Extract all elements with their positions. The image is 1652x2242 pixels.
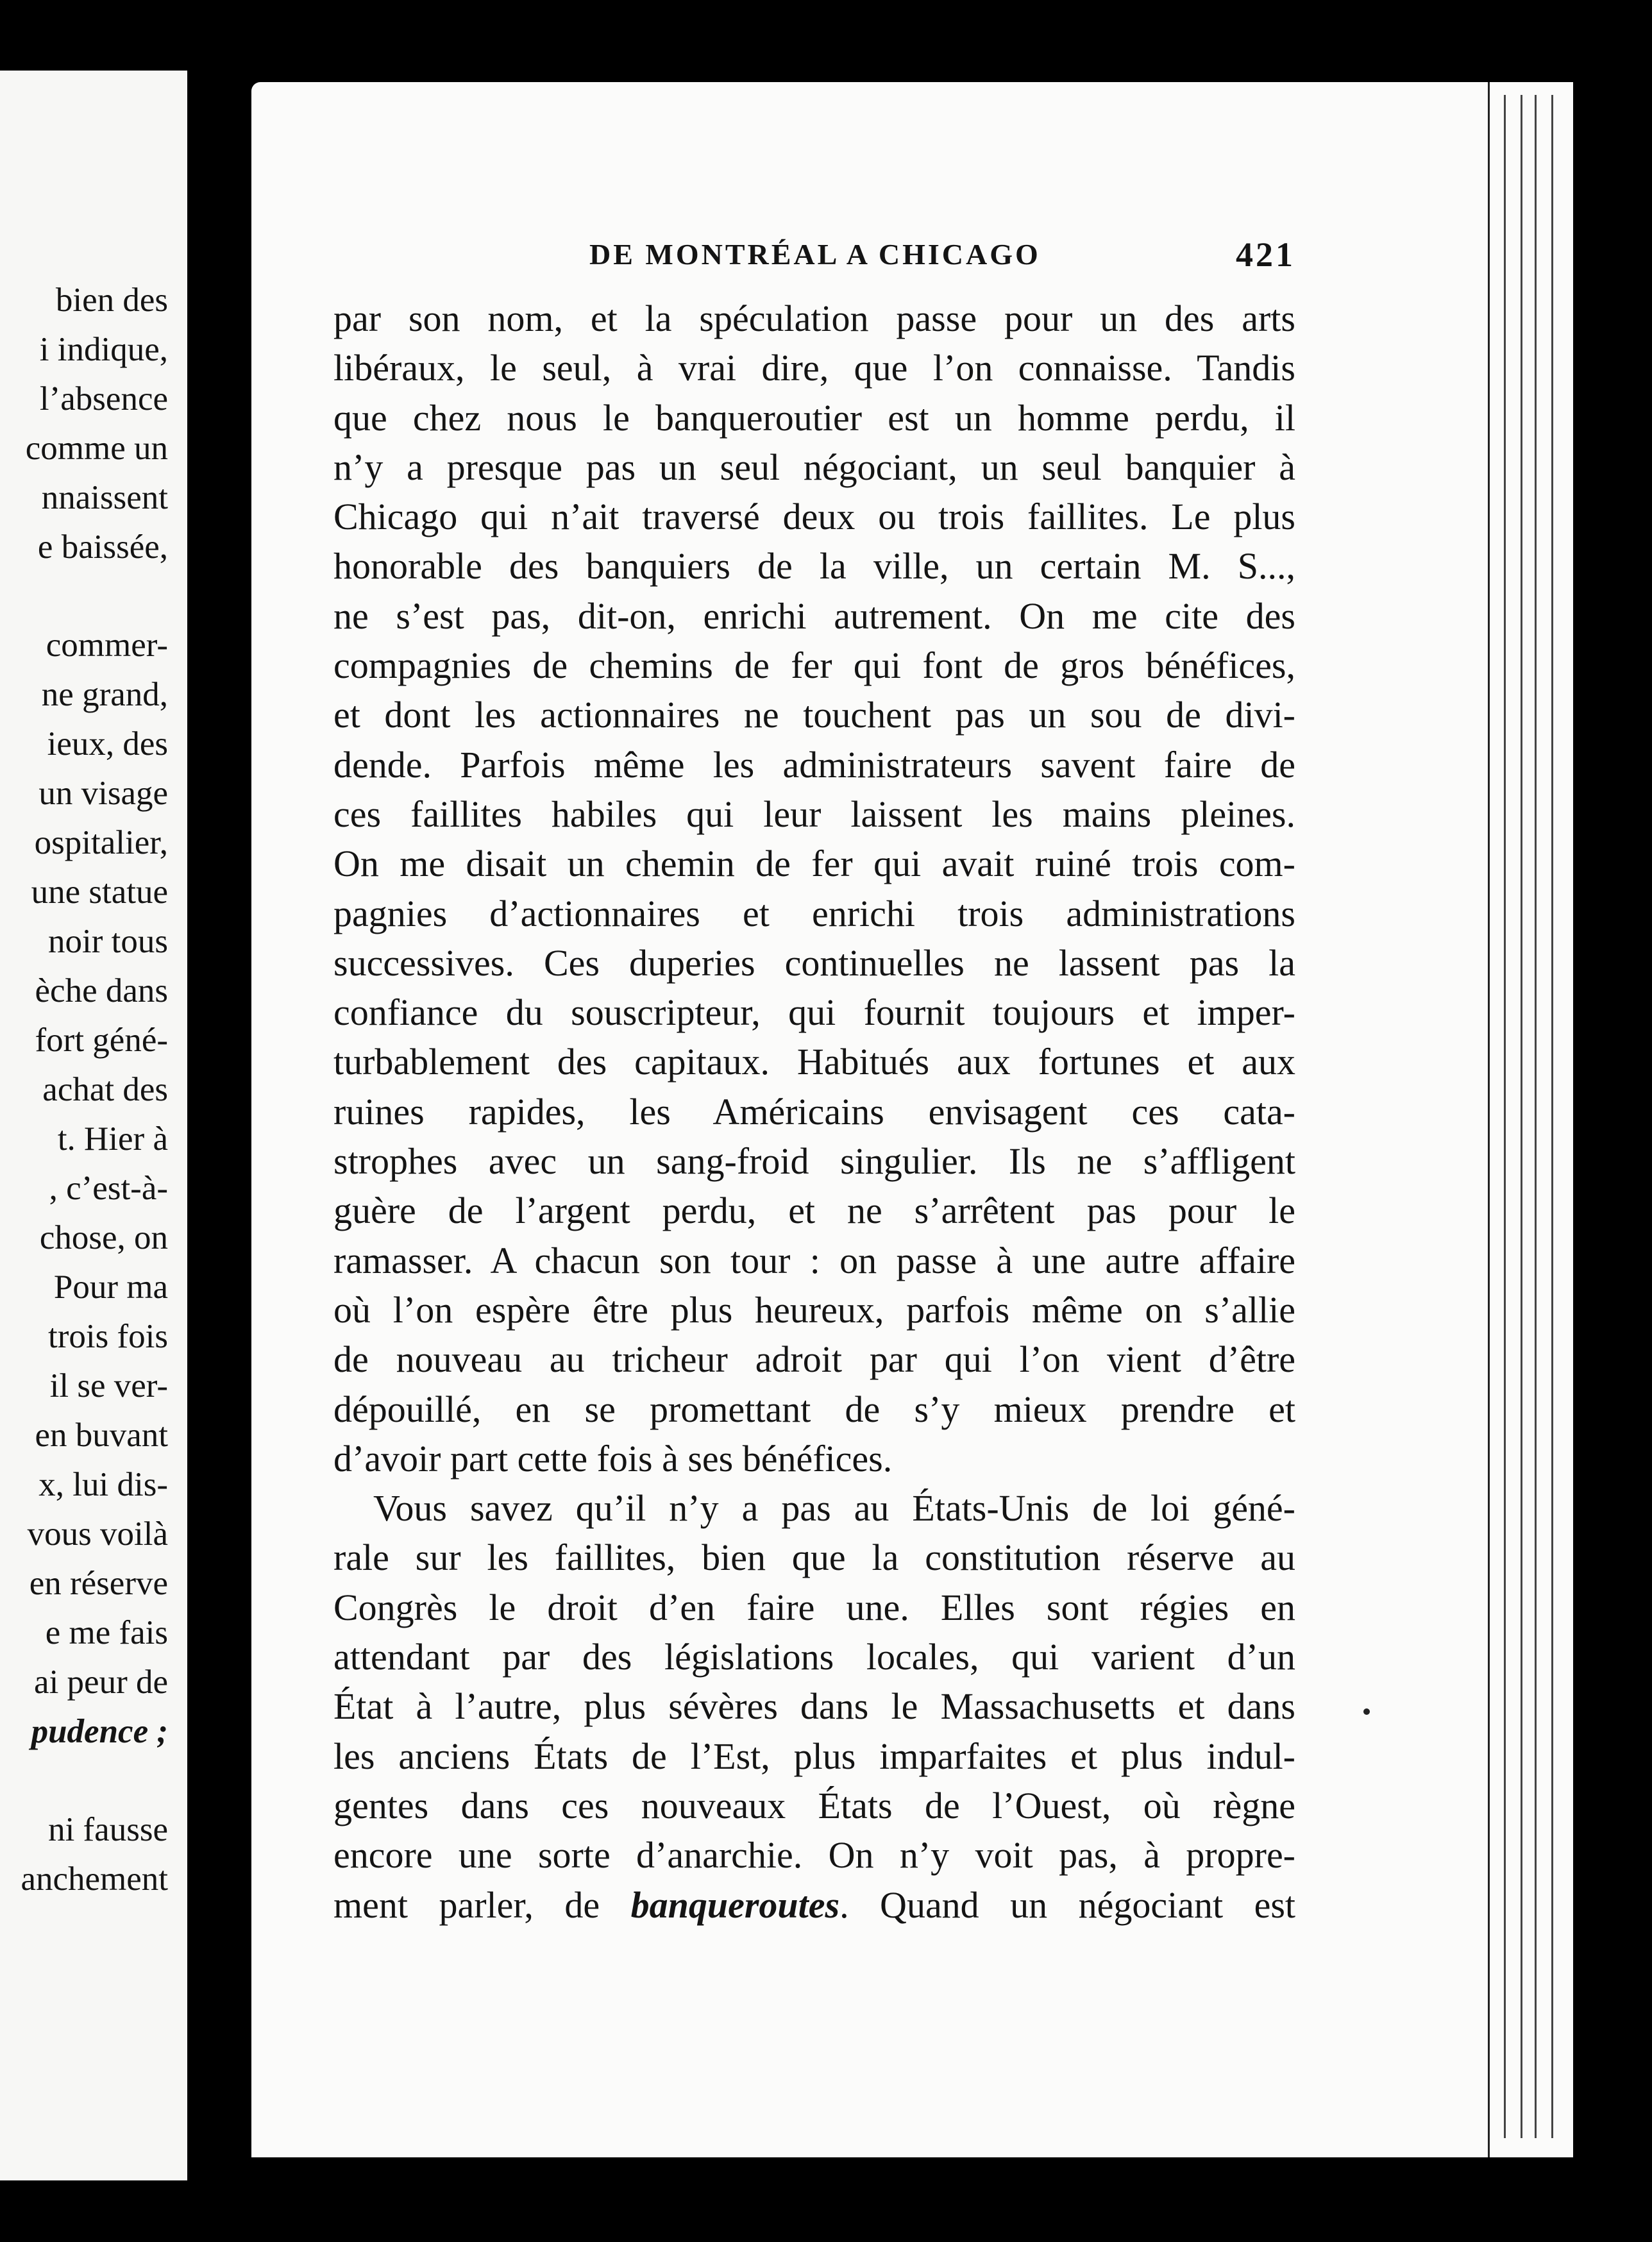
text-line: ruines rapides, les Américains envisagent ces cata- [333, 1090, 1295, 1133]
text-line: n’y a presque pas un seul négociant, un seul banquier à [333, 446, 1295, 488]
facing-page-line [0, 1757, 168, 1805]
facing-page-line: nnaissent [41, 479, 168, 516]
text-line: où l’on espère être plus heureux, parfois même on s’allie [333, 1288, 1295, 1331]
facing-page-line: , c’est-à- [49, 1170, 168, 1207]
text-segment: . Quand un négociant est [839, 1884, 1296, 1926]
text-line: dende. Parfois même les administrateurs savent faire de [333, 743, 1295, 786]
facing-page-line: bien des [55, 282, 168, 319]
text-line: État à l’autre, plus sévères dans le Massachusetts et dans [333, 1685, 1295, 1728]
dust-speck [1363, 1708, 1370, 1715]
text-line: pagnies d’actionnaires et enrichi trois administrations [333, 892, 1295, 934]
text-line: rale sur les faillites, bien que la constitution réserve au [333, 1537, 1295, 1579]
text-line: successives. Ces duperies continuelles ne lassent pas la [333, 941, 1295, 984]
facing-page-line: ai peur de [34, 1664, 168, 1701]
page-header [336, 232, 1295, 283]
facing-page-line: Pour ma [53, 1268, 168, 1306]
text-line: ramasser. A chacun son tour : on passe à une autre affaire [333, 1239, 1295, 1281]
facing-page-line: chose, on [39, 1219, 168, 1256]
facing-page-line: il se ver- [49, 1367, 168, 1404]
facing-page-line: comme un [25, 430, 168, 467]
text-line: et dont les actionnaires ne touchent pas un sou de divi- [333, 694, 1295, 736]
facing-page-line: commer- [46, 627, 168, 664]
text-segment: ment parler, de [333, 1884, 631, 1926]
facing-page-line: e me fais [45, 1614, 168, 1651]
text-line: libéraux, le seul, à vrai dire, que l’on connaisse. Tandis [333, 347, 1295, 389]
facing-page-line: en buvant [35, 1417, 168, 1454]
text-line: compagnies de chemins de fer qui font de gros bénéfices, [333, 645, 1295, 687]
text-line: encore une sorte d’anarchie. On n’y voit pas, à propre- [333, 1834, 1295, 1876]
facing-page-line: t. Hier à [57, 1120, 168, 1158]
text-line: Vous savez qu’il n’y a pas au États-Unis de loi géné- [373, 1487, 1295, 1530]
text-line: par son nom, et la spéculation passe pour un des arts [333, 298, 1295, 339]
facing-page-line: en réserve [29, 1565, 168, 1602]
text-line: ne s’est pas, dit-on, enrichi autrement. On me cite des [333, 594, 1295, 637]
text-line: de nouveau au tricheur adroit par qui l’on vient d’être [333, 1338, 1295, 1381]
facing-page-line: une statue [31, 873, 168, 911]
text-line: turbablement des capitaux. Habitués aux fortunes et aux [333, 1041, 1295, 1083]
facing-page-line: trois fois [48, 1318, 168, 1355]
facing-page-line: i indique, [39, 331, 168, 368]
facing-page-line: achat des [42, 1071, 168, 1108]
body-text [333, 294, 1295, 1930]
running-head: DE MONTRÉAL A CHICAGO [589, 238, 1041, 271]
page-edge-line [1504, 95, 1506, 2138]
facing-page-fragment [0, 71, 187, 2180]
facing-page-line: un visage [38, 775, 168, 812]
text-line: guère de l’argent perdu, et ne s’arrêtent pas pour le [333, 1190, 1295, 1232]
text-line [333, 1880, 1295, 1930]
text-line: que chez nous le banqueroutier est un homme perdu, il [333, 396, 1295, 439]
facing-page-line: e baissée, [37, 528, 168, 566]
facing-page-line: èche dans [35, 972, 168, 1009]
facing-page-line: anchement [21, 1860, 168, 1898]
facing-page-line: x, lui dis- [38, 1466, 168, 1503]
facing-page-line: l’absence [39, 380, 168, 417]
facing-page-line: pudence ; [31, 1713, 168, 1750]
page-edge-line [1535, 95, 1537, 2138]
text-line: les anciens États de l’Est, plus imparfaites et plus indul- [333, 1735, 1295, 1777]
page-edge-line [1521, 95, 1522, 2138]
facing-page-line: ospitalier, [34, 824, 168, 861]
text-line: attendant par des législations locales, qui varient d’un [333, 1636, 1295, 1678]
text-line: d’avoir part cette fois à ses bénéfices. [333, 1437, 893, 1479]
page-edge-line [1551, 95, 1553, 2138]
text-line: ces faillites habiles qui leur laissent les mains pleines. [333, 793, 1295, 835]
text-line: gentes dans ces nouveaux États de l’Ouest, où règne [333, 1784, 1295, 1826]
page-number: 421 [1236, 235, 1295, 274]
text-line: honorable des banquiers de la ville, un certain M. S..., [333, 545, 1295, 587]
facing-page-line: fort géné- [35, 1022, 168, 1059]
text-line: dépouillé, en se promettant de s’y mieux prendre et [333, 1388, 1295, 1430]
facing-page-line: ieux, des [47, 725, 168, 763]
facing-page-line: ne grand, [41, 676, 168, 713]
page-edges [1488, 82, 1573, 2157]
facing-page-line: vous voilà [27, 1515, 168, 1553]
facing-page-text [0, 276, 168, 1904]
italic-word: banqueroutes [630, 1884, 840, 1926]
text-line: confiance du souscripteur, qui fournit toujours et imper- [333, 991, 1295, 1034]
text-line: strophes avec un sang-froid singulier. Ils ne s’affligent [333, 1140, 1295, 1183]
facing-page-line: noir tous [48, 923, 168, 960]
text-line: On me disait un chemin de fer qui avait ruiné trois com- [333, 843, 1295, 885]
text-line: Congrès le droit d’en faire une. Elles sont régies en [333, 1586, 1295, 1628]
text-line: Chicago qui n’ait traversé deux ou trois faillites. Le plus [333, 496, 1295, 538]
facing-page-line: ni fausse [48, 1811, 168, 1848]
facing-page-line [0, 572, 168, 621]
book-gutter [187, 0, 251, 2242]
